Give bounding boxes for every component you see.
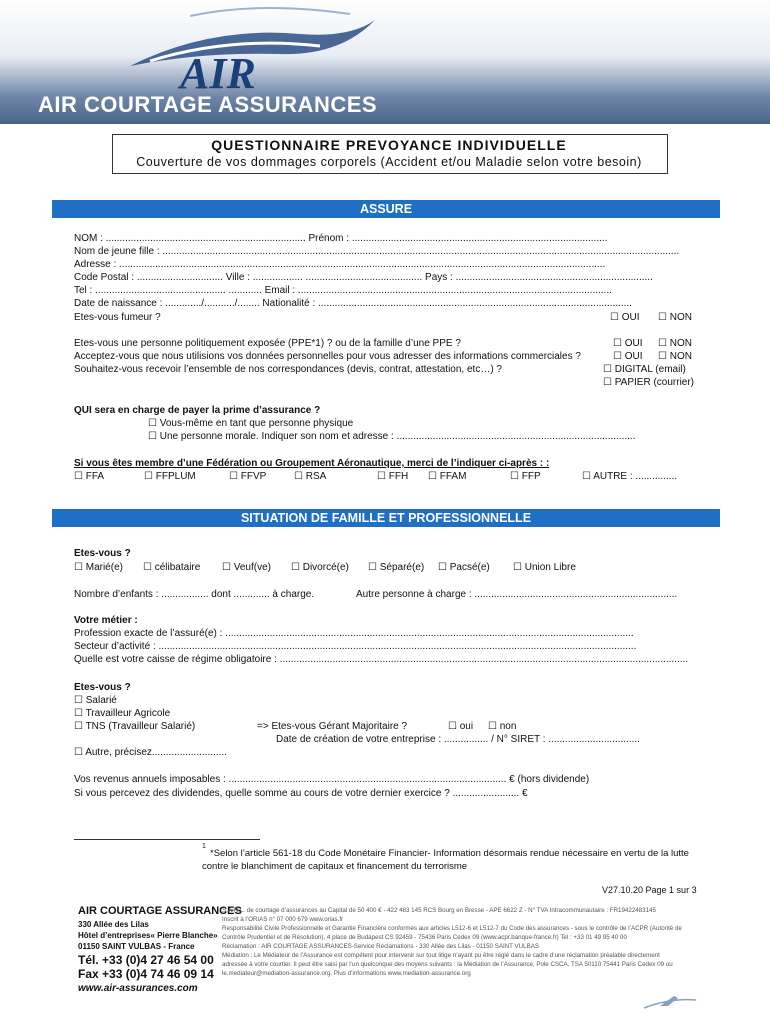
donnees-non-checkbox[interactable]: ☐ NON bbox=[658, 351, 692, 362]
footer-addr-3: 01150 SAINT VULBAS - France bbox=[78, 942, 195, 951]
digital-checkbox[interactable]: ☐ DIGITAL (email) bbox=[603, 364, 686, 375]
federation-ffh-checkbox[interactable]: ☐ FFH bbox=[377, 471, 409, 482]
salarie-checkbox[interactable]: ☐ Salarié bbox=[74, 695, 117, 706]
footer-legal-5: Réclamation : AIR COURTAGE ASSURANCES-Service Réclamations - 330 Allée des Lilas - 01150 SAINT VULBAS bbox=[222, 943, 539, 950]
gerant-question: => Etes-vous Gérant Majoritaire ? bbox=[257, 721, 408, 732]
footnote-rule bbox=[74, 839, 260, 840]
adresse-field[interactable]: Adresse : ............................................................................................................................................................................... bbox=[74, 259, 606, 270]
air-logo bbox=[120, 6, 380, 96]
profession-field[interactable]: Profession exacte de l’assuré(e) : ................................................................................................................................................... bbox=[74, 628, 634, 639]
nom-jeune-fille-field[interactable]: Nom de jeune fille : .......................................................................................................................................................................................... bbox=[74, 246, 680, 257]
statut-pacse-checkbox[interactable]: ☐ Pacsé(e) bbox=[438, 562, 490, 573]
footer-legal-2: Inscrit à l’ORIAS n° 07 000 679 www.orias.fr bbox=[222, 916, 344, 923]
statut-divorce-checkbox[interactable]: ☐ Divorcé(e) bbox=[291, 562, 349, 573]
section-assure-heading: ASSURE bbox=[52, 200, 720, 218]
autre-checkbox[interactable]: ☐ Autre, précisez........................... bbox=[74, 747, 227, 758]
fumeur-oui-checkbox[interactable]: ☐ OUI bbox=[610, 312, 640, 323]
etes-vous-label: Etes-vous ? bbox=[74, 548, 131, 559]
metier-label: Votre métier : bbox=[74, 615, 138, 626]
footer-addr-2: Hôtel d’entreprises« Pierre Blanche» bbox=[78, 931, 218, 940]
footer-tel: Tél. +33 (0)4 27 46 54 00 bbox=[78, 953, 214, 967]
document-subtitle: Couverture de vos dommages corporels (Accident et/ou Maladie selon votre besoin) bbox=[136, 155, 642, 169]
footer-website[interactable]: www.air-assurances.com bbox=[78, 983, 198, 994]
creation-siret-field[interactable]: Date de création de votre entreprise : ................ / N° SIRET : ................................. bbox=[276, 734, 640, 745]
footnote-mark: 1 bbox=[202, 843, 206, 850]
federation-ffa-checkbox[interactable]: ☐ FFA bbox=[74, 471, 105, 482]
section-famille-heading: SITUATION DE FAMILLE ET PROFESSIONNELLE bbox=[52, 509, 720, 527]
ppe-question: Etes-vous une personne politiquement exposée (PPE*1) ? ou de la famille d’une PPE ? bbox=[74, 338, 461, 349]
footer-company: AIR COURTAGE ASSURANCES bbox=[78, 905, 242, 917]
statut-marie-checkbox[interactable]: ☐ Marié(e) bbox=[74, 562, 123, 573]
nom-field[interactable]: NOM : ........................................................................ Prénom : ............................................................................................ bbox=[74, 233, 608, 244]
enfants-field[interactable]: Nombre d’enfants : ................. dont ............. à charge. bbox=[74, 589, 315, 600]
statut-union-libre-checkbox[interactable]: ☐ Union Libre bbox=[513, 562, 576, 573]
footer-legal-4: Contrôle Prudentiel et de Résolution), 4 place de Budapest CS 92459 - 75436 Paris Cedex 09 (www.acpr.banque-france.fr) Tel : +33 01 49 95 40 00 bbox=[222, 934, 627, 941]
footnote-line-2: contre le blanchiment de capitaux et financement du terrorisme bbox=[202, 861, 468, 872]
footer-plane-icon bbox=[640, 990, 700, 1016]
agricole-checkbox[interactable]: ☐ Travailleur Agricole bbox=[74, 708, 171, 719]
footer-legal-7: adressée à votre courtier. Il peut être saisi par l’un quelconque des moyens suivants : la Médiation de l’Assurance, Pole CSCA, TSA 50110 75441 Paris Cedex 09 ou bbox=[222, 961, 673, 968]
date-naissance-field[interactable]: Date de naissance : ............./.........../........ Nationalité : ................................................................................................................. bbox=[74, 298, 632, 309]
payeur-personne-physique-checkbox[interactable]: ☐ Vous-même en tant que personne physique bbox=[148, 418, 354, 429]
federation-question: Si vous êtes membre d’une Fédération ou Groupement Aéronautique, merci de l’indiquer ci-après : : bbox=[74, 458, 550, 469]
footer-legal-6: Médiation : Le Médiateur de l’Assurance est compétent pour intervenir sur tout litige n’ayant pu être réglé dans le cadre d’une réclamation préalable directement bbox=[222, 952, 660, 959]
ppe-oui-checkbox[interactable]: ☐ OUI bbox=[613, 338, 643, 349]
papier-checkbox[interactable]: ☐ PAPIER (courrier) bbox=[603, 377, 695, 388]
code-postal-field[interactable]: Code Postal : ............................... Ville : .................. .......................................... Pays : ....................................................................... bbox=[74, 272, 653, 283]
federation-autre-checkbox[interactable]: ☐ AUTRE : ............... bbox=[582, 471, 678, 482]
ppe-non-checkbox[interactable]: ☐ NON bbox=[658, 338, 692, 349]
dividendes-field[interactable]: Si vous percevez des dividendes, quelle somme au cours de votre dernier exercice ? ........................ € bbox=[74, 788, 528, 799]
donnees-oui-checkbox[interactable]: ☐ OUI bbox=[613, 351, 643, 362]
federation-ffam-checkbox[interactable]: ☐ FFAM bbox=[428, 471, 467, 482]
federation-ffplum-checkbox[interactable]: ☐ FFPLUM bbox=[144, 471, 196, 482]
version-page: V27.10.20 Page 1 sur 3 bbox=[602, 885, 697, 895]
document-title: QUESTIONNAIRE PREVOYANCE INDIVIDUELLE bbox=[211, 137, 567, 153]
statut-veuf-checkbox[interactable]: ☐ Veuf(ve) bbox=[222, 562, 271, 573]
tel-field[interactable]: Tel : ............................................... ............ Email : ................................................................................................................. bbox=[74, 285, 612, 296]
federation-ffvp-checkbox[interactable]: ☐ FFVP bbox=[229, 471, 267, 482]
payeur-question: QUI sera en charge de payer la prime d’assurance ? bbox=[74, 405, 321, 416]
federation-ffp-checkbox[interactable]: ☐ FFP bbox=[510, 471, 541, 482]
footer-fax: Fax +33 (0)4 74 46 09 14 bbox=[78, 967, 214, 981]
federation-rsa-checkbox[interactable]: ☐ RSA bbox=[294, 471, 327, 482]
tns-checkbox[interactable]: ☐ TNS (Travailleur Salarié) bbox=[74, 721, 196, 732]
gerant-oui-checkbox[interactable]: ☐ oui bbox=[448, 721, 474, 732]
footer-legal-8: le.mediateur@mediation-assurance.org. Plus d’informations www.mediation-assurance.org bbox=[222, 970, 471, 977]
fumeur-question: Etes-vous fumeur ? bbox=[74, 312, 161, 323]
caisse-field[interactable]: Quelle est votre caisse de régime obligatoire : ................................................................................................................................................... bbox=[74, 654, 689, 665]
donnees-question: Acceptez-vous que nous utilisions vos données personnelles pour vous adresser des informations commerciales ? bbox=[74, 351, 581, 362]
statut-celibataire-checkbox[interactable]: ☐ célibataire bbox=[143, 562, 201, 573]
autre-charge-field[interactable]: Autre personne à charge : ......................................................................... bbox=[356, 589, 678, 600]
svg-text:AIR: AIR bbox=[180, 49, 256, 96]
company-name: AIR COURTAGE ASSURANCES bbox=[38, 92, 378, 117]
statut-separe-checkbox[interactable]: ☐ Séparé(e) bbox=[368, 562, 425, 573]
payeur-personne-morale-checkbox[interactable]: ☐ Une personne morale. Indiquer son nom et adresse : ...................................................................................... bbox=[148, 431, 636, 442]
gerant-non-checkbox[interactable]: ☐ non bbox=[488, 721, 517, 732]
footnote-line-1: *Selon l’article 561-18 du Code Monétaire Financier- Information désormais rendue nécessaire en vertu de la lutte bbox=[210, 848, 689, 859]
footer-legal-3: Responsabilité Civile Professionnelle et Garantie Financière conformes aux articles L512-6 et L512-7 du Code des assurances - sous le contrôle de l’ACPR (Autorité de bbox=[222, 925, 682, 932]
secteur-field[interactable]: Secteur d’activité : ............................................................................................................................................................................ bbox=[74, 641, 637, 652]
fumeur-non-checkbox[interactable]: ☐ NON bbox=[658, 312, 692, 323]
correspondance-question: Souhaitez-vous recevoir l’ensemble de nos correspondances (devis, contrat, attestation, etc…) ? bbox=[74, 364, 502, 375]
etes-vous-2-label: Etes-vous ? bbox=[74, 682, 131, 693]
footer-addr-1: 330 Allée des Lilas bbox=[78, 920, 149, 929]
revenus-field[interactable]: Vos revenus annuels imposables : .................................................................................................... € (hors dividende) bbox=[74, 774, 590, 785]
footer-legal-1: S.A.R.L. de courtage d’assurances au Capital de 50 400 € - 422 483 145 RCS Bourg en Bresse - APE 6622 Z - N° TVA Intracommunautaire : FR19422483145 bbox=[222, 907, 656, 914]
